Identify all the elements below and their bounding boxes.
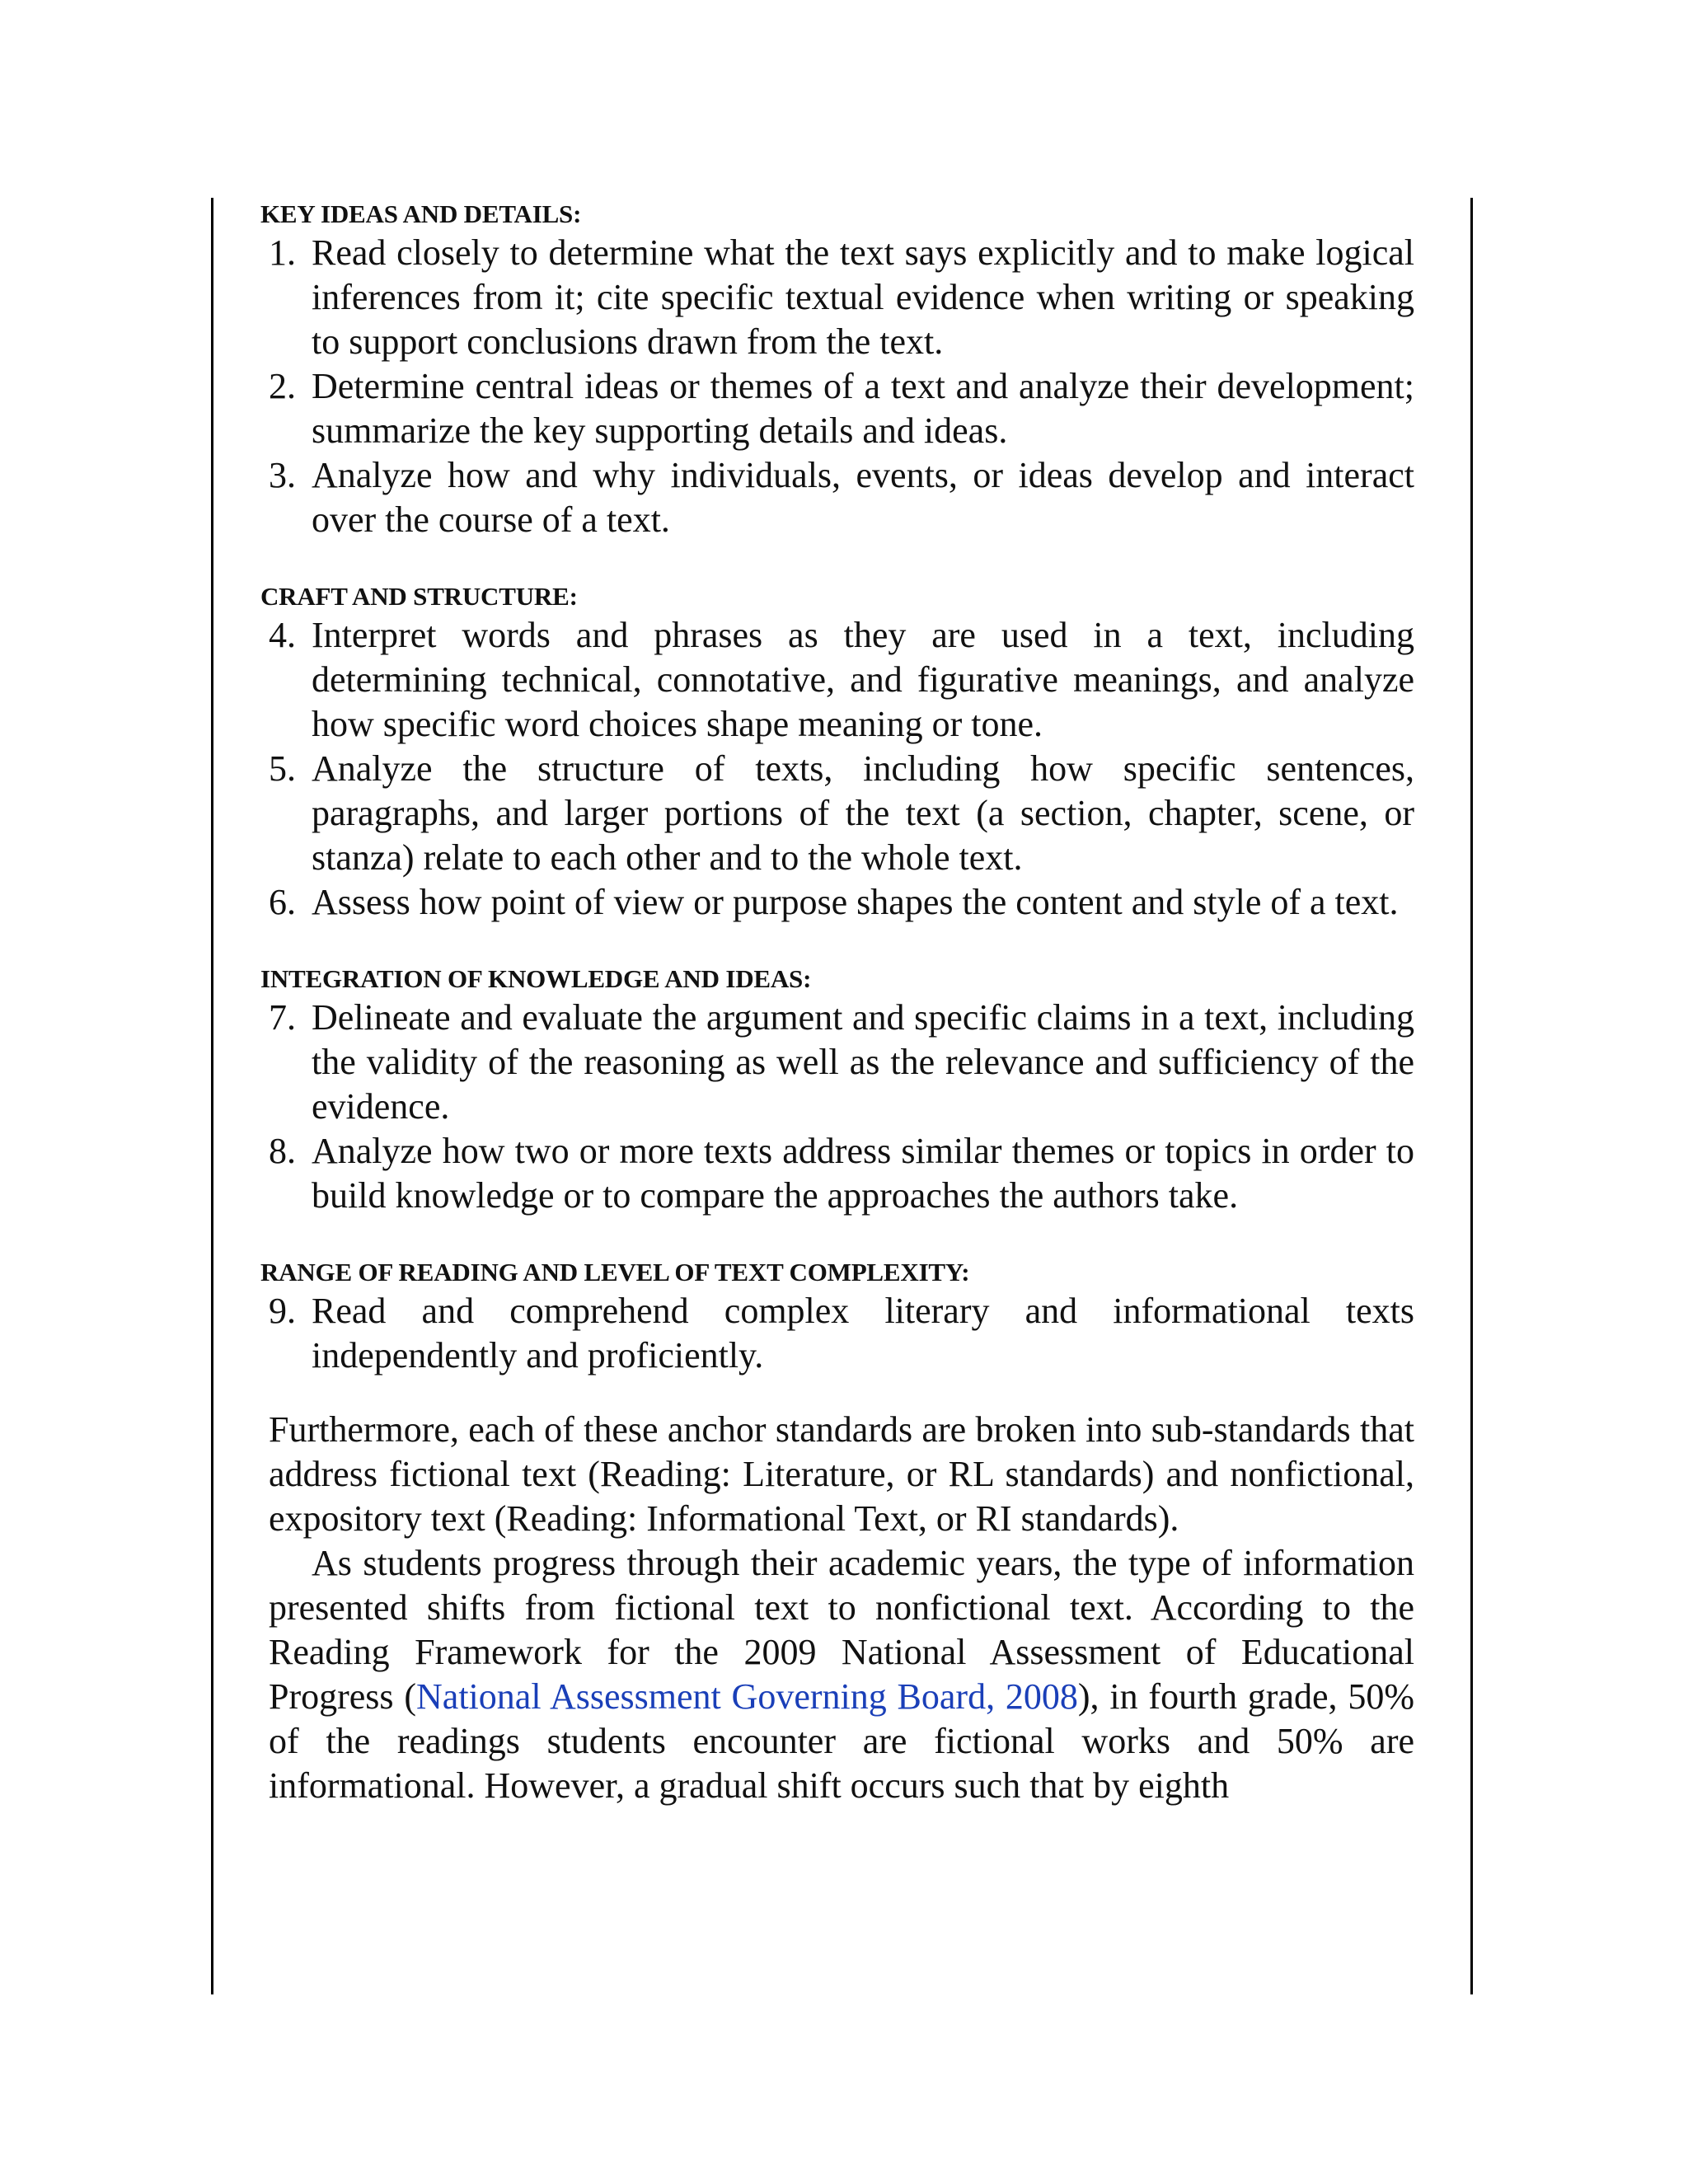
item-text: Determine central ideas or themes of a text and analyze their development; summarize the key supporting details and ideas. [312, 366, 1414, 451]
standards-list-integration [260, 996, 1414, 1218]
section-heading-integration: INTEGRATION OF KNOWLEDGE AND IDEAS: [260, 964, 812, 993]
list-item [260, 880, 1414, 925]
item-number: 9. [269, 1291, 296, 1331]
list-item [260, 747, 1414, 880]
citation-link[interactable]: National Assessment Governing Board, 2008 [416, 1676, 1078, 1717]
list-item [260, 1289, 1414, 1378]
list-item [260, 996, 1414, 1129]
section-heading-range-complexity: RANGE OF READING AND LEVEL OF TEXT COMPLEXITY: [260, 1258, 970, 1286]
list-item [260, 364, 1414, 453]
list-item [260, 231, 1414, 364]
paragraph-text: As students progress through their academic years, the type of information presented shifts from fictional text to nonfictional text. According to the Reading Framework for the 2009 National Assessment of Educational Progress ( [269, 1543, 1414, 1717]
item-text: Read closely to determine what the text says explicitly and to make logical inferences from it; cite specific textual evidence when writing or speaking to support conclusions drawn from the text. [312, 232, 1414, 362]
standards-list-key-ideas [260, 231, 1414, 542]
section-heading-key-ideas: KEY IDEAS AND DETAILS: [260, 199, 582, 228]
item-text: Interpret words and phrases as they are used in a text, including determining technical, connotative, and figurative meanings, and analyze how specific word choices shape meaning or tone. [312, 615, 1414, 744]
item-text: Analyze how and why individuals, events, or ideas develop and interact over the course of a text. [312, 455, 1414, 540]
page-content [260, 198, 1414, 1808]
list-item [260, 613, 1414, 747]
list-item [260, 1129, 1414, 1218]
standards-list-range-complexity [260, 1289, 1414, 1378]
item-number: 3. [269, 455, 296, 495]
list-item [260, 453, 1414, 542]
standards-list-craft-structure [260, 613, 1414, 925]
item-number: 8. [269, 1131, 296, 1171]
item-number: 6. [269, 882, 296, 922]
right-margin-rule [1470, 198, 1473, 1994]
body-paragraph-substandards: Furthermore, each of these anchor standards are broken into sub-standards that address fictional text (Reading: Literature, or RL standards) and nonfictional, expository text (Reading: Informational Text, or RI standards). [269, 1409, 1414, 1539]
left-margin-rule [211, 198, 213, 1994]
item-number: 1. [269, 232, 296, 273]
paragraph-text: ), in fourth grade, 50% of the readings students encounter are fictional works and 50% are informational. However, a gradual shift occurs such that by eighth [269, 1676, 1414, 1806]
section-heading-craft-structure: CRAFT AND STRUCTURE: [260, 582, 578, 611]
item-text: Analyze how two or more texts address similar themes or topics in order to build knowledge or to compare the approaches the authors take. [312, 1131, 1414, 1216]
item-text: Delineate and evaluate the argument and specific claims in a text, including the validity of the reasoning as well as the relevance and sufficiency of the evidence. [312, 997, 1414, 1127]
item-text: Read and comprehend complex literary and informational texts independently and proficiently. [312, 1291, 1414, 1376]
item-number: 4. [269, 615, 296, 655]
item-number: 5. [269, 748, 296, 789]
item-number: 7. [269, 997, 296, 1038]
item-text: Assess how point of view or purpose shapes the content and style of a text. [312, 882, 1399, 922]
item-number: 2. [269, 366, 296, 406]
item-text: Analyze the structure of texts, including how specific sentences, paragraphs, and larger portions of the text (a section, chapter, scene, or stanza) relate to each other and to the whole text. [312, 748, 1414, 878]
body-paragraph-progression [260, 1541, 1414, 1808]
